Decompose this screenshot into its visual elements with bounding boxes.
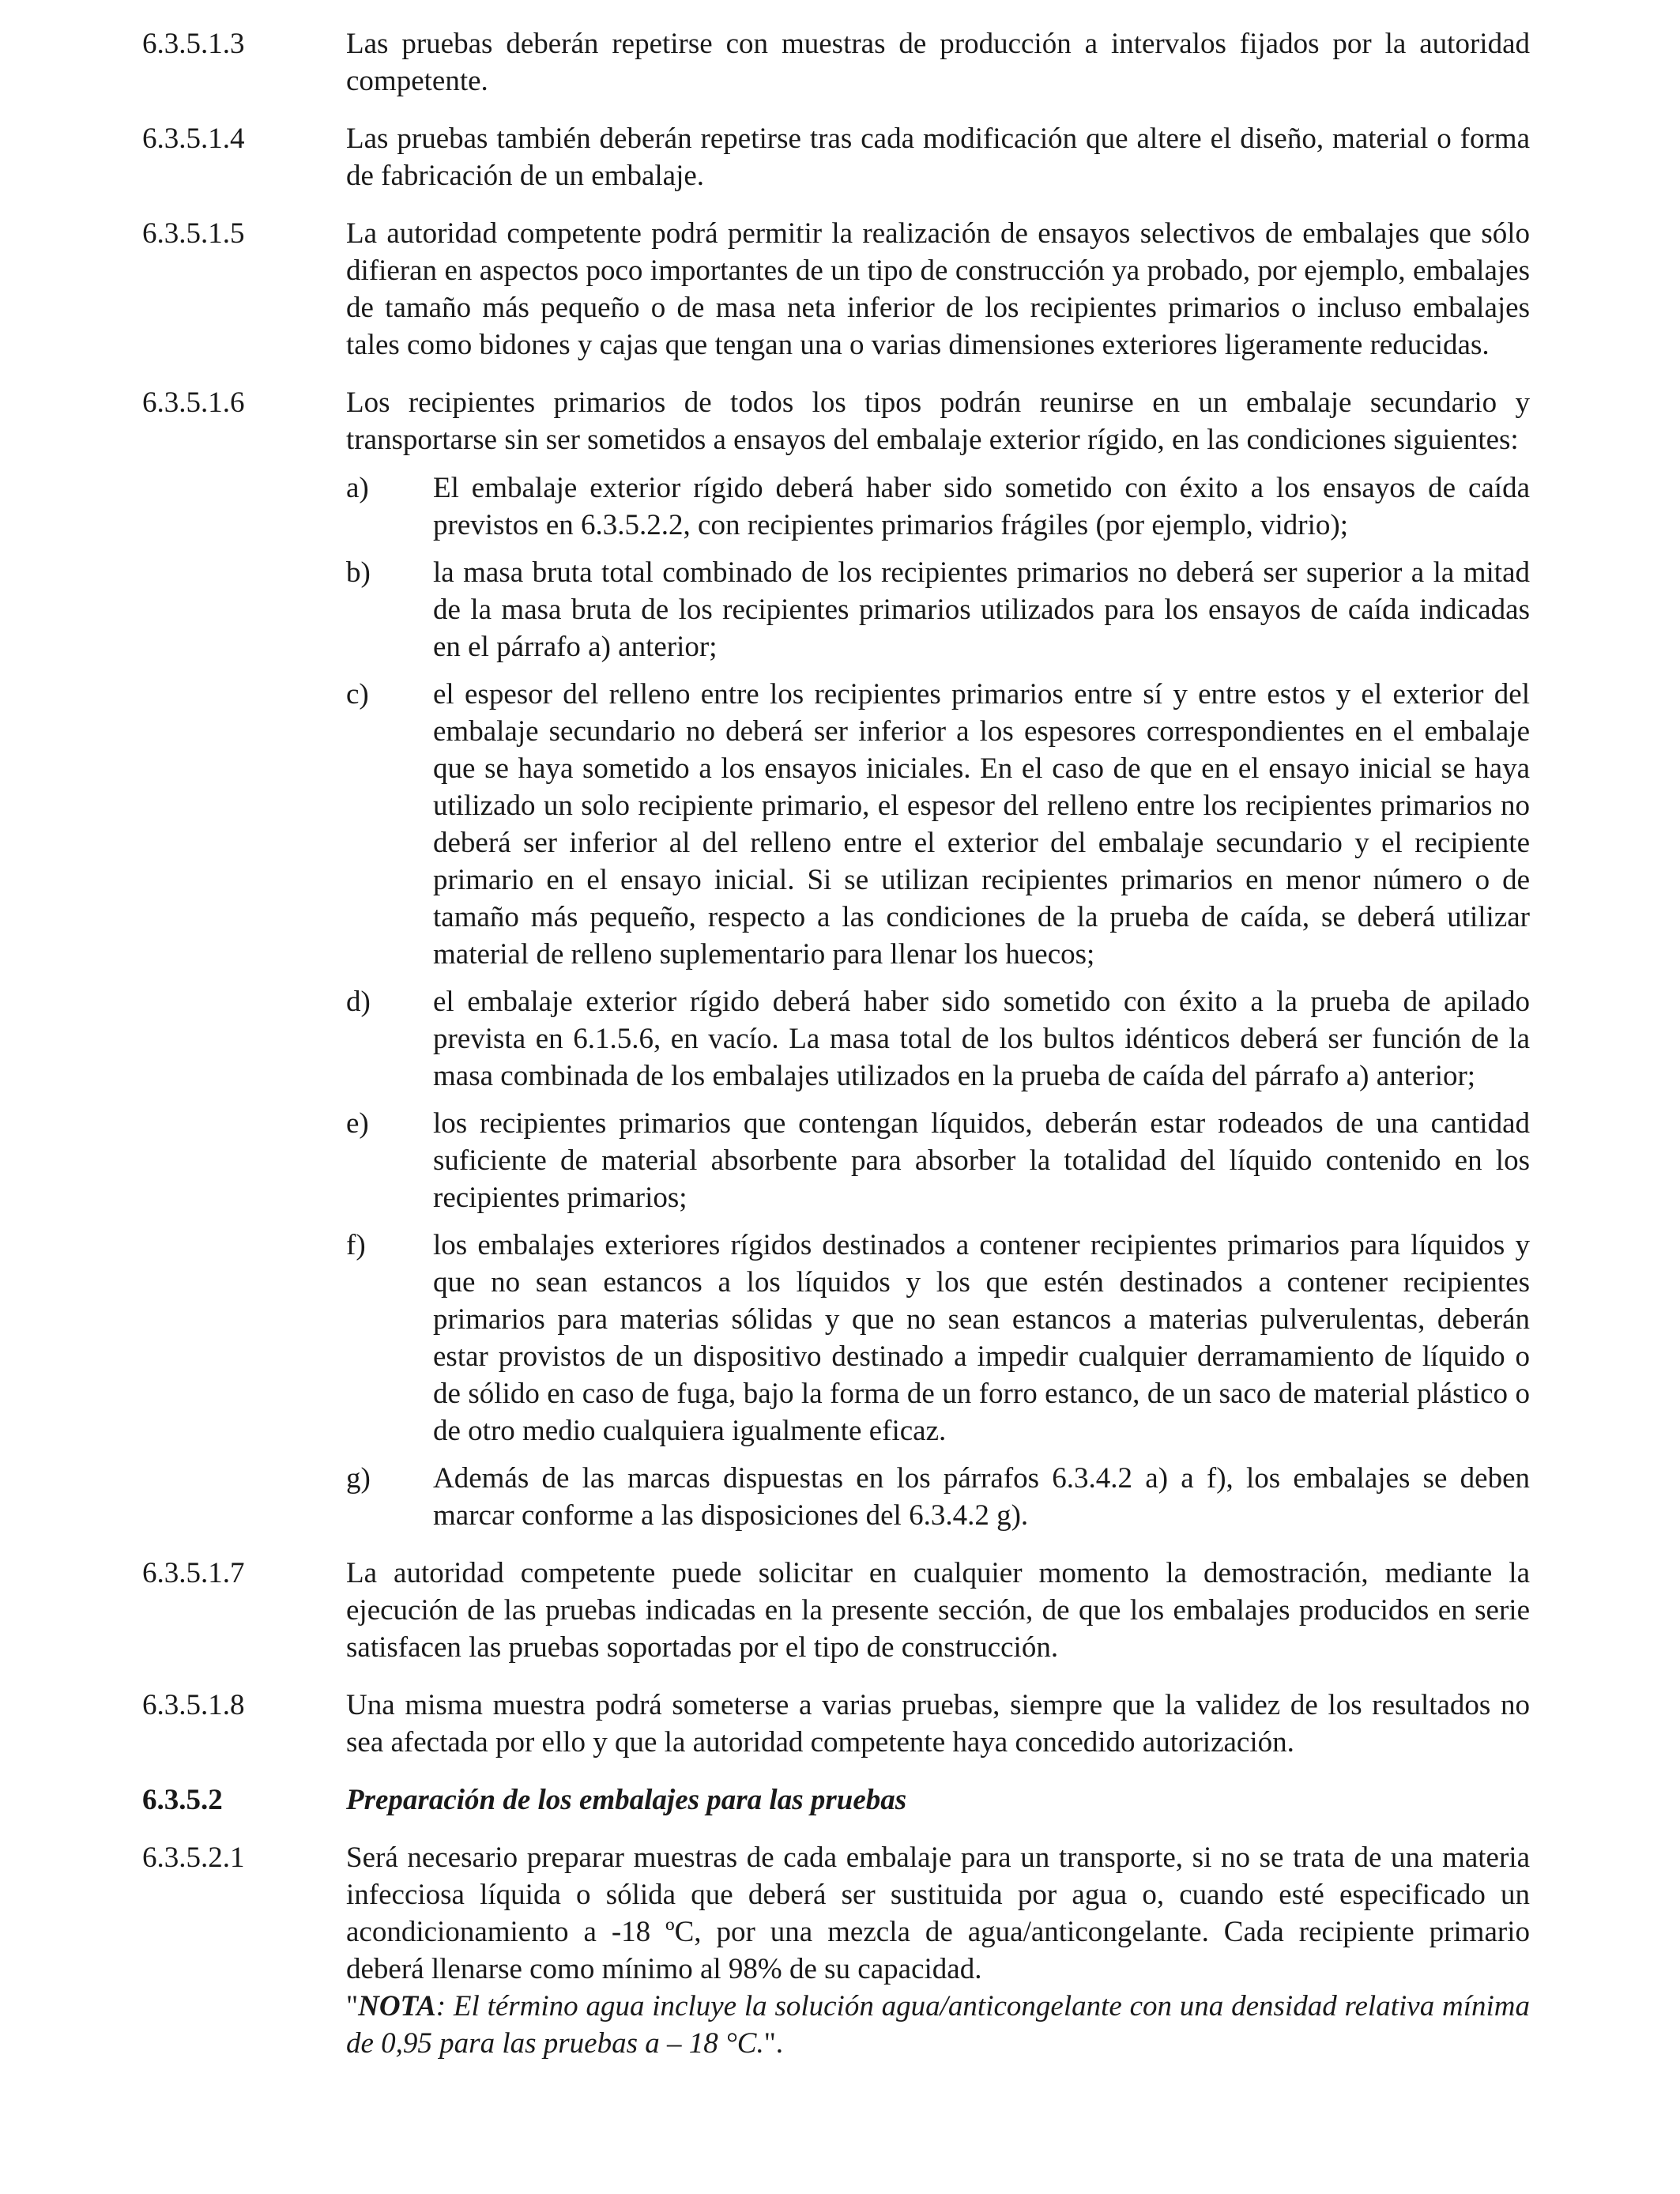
item-letter: a) [346, 472, 369, 504]
heading-title: Preparación de los embalajes para las pruebas [346, 1784, 907, 1816]
note-open-quote: " [346, 1990, 359, 2022]
section-6-3-5-1-7 [142, 1555, 1530, 1666]
section-number: 6.3.5.1.5 [142, 217, 245, 250]
section-number: 6.3.5.1.4 [142, 123, 245, 155]
list-item [346, 554, 1530, 665]
item-text: los embalajes exteriores rígidos destinados a contener recipientes primarios para líquidos y que no sean estancos a los líquidos y los que estén destinados a contener recipientes primarios para materias sólidas y que no sean estancos a materias pulverulentas, deberán estar provistos de un dispositivo destinado a impedir cualquier derramamiento de líquido o de sólido en caso de fuga, bajo la forma de un forro estanco, de un saco de material plástico o de otro medio cualquiera igualmente eficaz. [433, 1229, 1530, 1447]
section-6-3-5-1-3 [142, 25, 1530, 100]
item-letter: g) [346, 1462, 371, 1495]
list-item [346, 676, 1530, 973]
item-text: los recipientes primarios que contengan líquidos, deberán estar rodeados de una cantidad suficiente de material absorbente para absorber la totalidad del líquido contenido en los recipientes primarios; [433, 1107, 1530, 1214]
section-6-3-5-1-6 [142, 384, 1530, 1534]
note-label: NOTA [358, 1990, 436, 2022]
item-letter: b) [346, 556, 371, 589]
item-letter: f) [346, 1229, 366, 1261]
heading-number: 6.3.5.2 [142, 1784, 223, 1816]
note-text: : El término agua incluye la solución agua/anticongelante con una densidad relativa mínima de 0,95 para las pruebas a – 18 °C. [346, 1990, 1530, 2060]
section-text: Los recipientes primarios de todos los tipos podrán reunirse en un embalaje secundario y transportarse sin ser sometidos a ensayos del embalaje exterior rígido, en las condiciones siguientes: [346, 386, 1530, 456]
section-number: 6.3.5.1.7 [142, 1557, 245, 1589]
section-text: Una misma muestra podrá someterse a varias pruebas, siempre que la validez de los resultados no sea afectada por ello y que la autoridad competente haya concedido autorización. [346, 1689, 1530, 1759]
item-letter: e) [346, 1107, 369, 1140]
section-text: Las pruebas deberán repetirse con muestras de producción a intervalos fijados por la autoridad competente. [346, 28, 1530, 97]
item-text: el embalaje exterior rígido deberá haber sido sometido con éxito a la prueba de apilado prevista en 6.1.5.6, en vacío. La masa total de los bultos idénticos deberá ser función de la masa combinada de los embalajes utilizados en la prueba de caída del párrafo a) anterior; [433, 986, 1530, 1092]
item-text: la masa bruta total combinado de los recipientes primarios no deberá ser superior a la mitad de la masa bruta de los recipientes primarios utilizados para los ensayos de caída indicadas en el párrafo a) anterior; [433, 556, 1530, 663]
section-text: Será necesario preparar muestras de cada embalaje para un transporte, si no se trata de una materia infecciosa líquida o sólida que deberá ser sustituida por agua o, cuando esté especificado un acondicionamiento a -18 ºC, por una mezcla de agua/anticongelante. Cada recipiente primario deberá llenarse como mínimo al 98% de su capacidad. [346, 1842, 1530, 1985]
item-letter: d) [346, 986, 371, 1018]
condition-list [346, 469, 1530, 1534]
note [346, 1988, 1530, 2062]
document-content [142, 25, 1530, 2083]
item-text: el espesor del relleno entre los recipientes primarios entre sí y entre estos y el exterior del embalaje secundario no deberá ser inferior a los espesores correspondientes en el embalaje que se haya sometido a los ensayos iniciales. En el caso de que en el ensayo inicial se haya utilizado un solo recipiente primario, el espesor del relleno entre los recipientes primarios no deberá ser inferior al del relleno entre el exterior del embalaje secundario y el recipiente primario en el ensayo inicial. Si se utilizan recipientes primarios en menor número o de tamaño más pequeño, respecto a las condiciones de la prueba de caída, se deberá utilizar material de relleno suplementario para llenar los huecos; [433, 678, 1530, 971]
list-item [346, 983, 1530, 1095]
item-letter: c) [346, 678, 369, 711]
list-item [346, 1460, 1530, 1534]
section-number: 6.3.5.1.6 [142, 386, 245, 419]
section-heading-6-3-5-2 [142, 1781, 1530, 1819]
section-text: Las pruebas también deberán repetirse tras cada modificación que altere el diseño, material o forma de fabricación de un embalaje. [346, 123, 1530, 192]
section-6-3-5-2-1 [142, 1839, 1530, 2062]
section-number: 6.3.5.2.1 [142, 1842, 245, 1874]
item-text: El embalaje exterior rígido deberá haber sido sometido con éxito a los ensayos de caída previstos en 6.3.5.2.2, con recipientes primarios frágiles (por ejemplo, vidrio); [433, 472, 1530, 541]
section-text: La autoridad competente podrá permitir la realización de ensayos selectivos de embalajes que sólo difieran en aspectos poco importantes de un tipo de construcción ya probado, por ejemplo, embalajes de tamaño más pequeño o de masa neta inferior de los recipientes primarios o incluso embalajes tales como bidones y cajas que tengan una o varias dimensiones exteriores ligeramente reducidas. [346, 217, 1530, 361]
section-text: La autoridad competente puede solicitar en cualquier momento la demostración, mediante la ejecución de las pruebas indicadas en la presente sección, de que los embalajes producidos en serie satisfacen las pruebas soportadas por el tipo de construcción. [346, 1557, 1530, 1664]
section-6-3-5-1-4 [142, 120, 1530, 194]
section-number: 6.3.5.1.8 [142, 1689, 245, 1721]
section-6-3-5-1-8 [142, 1687, 1530, 1761]
item-text: Además de las marcas dispuestas en los párrafos 6.3.4.2 a) a f), los embalajes se deben marcar conforme a las disposiciones del 6.3.4.2 g). [433, 1462, 1530, 1532]
list-item [346, 1227, 1530, 1449]
note-close-quote: ". [763, 2027, 784, 2060]
list-item [346, 1105, 1530, 1216]
section-number: 6.3.5.1.3 [142, 28, 245, 60]
section-6-3-5-1-5 [142, 215, 1530, 364]
list-item [346, 469, 1530, 544]
